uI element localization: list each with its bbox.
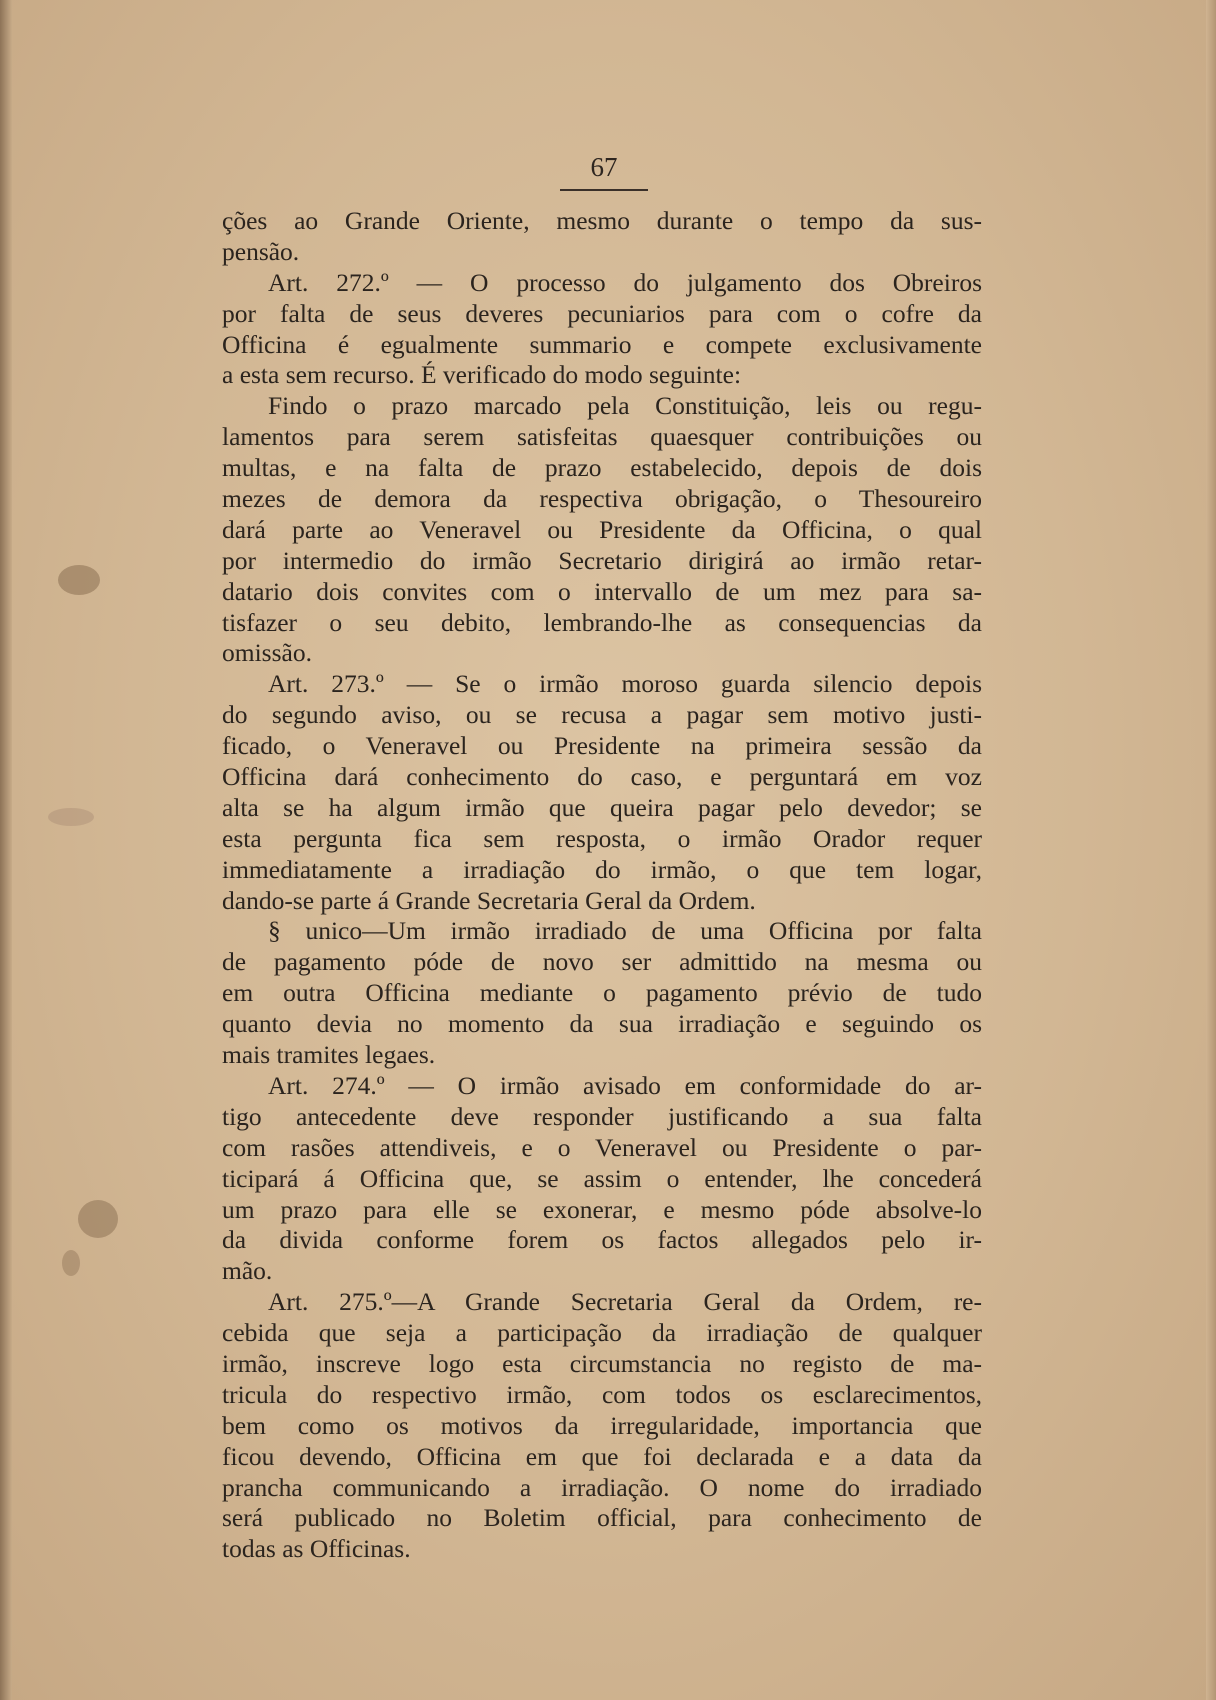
- text-line: datario dois convites com o intervallo de um mez para sa-: [222, 576, 982, 606]
- text-line: dará parte ao Veneravel ou Presidente da Officina, o qual: [222, 514, 982, 544]
- text-line: Officina é egualmente summario e compete exclusivamente: [222, 329, 982, 359]
- text-line: cebida que seja a participação da irradiação de qualquer: [222, 1318, 982, 1348]
- text-line: Art. 274.º — O irmão avisado em conformidade do ar-: [268, 1070, 982, 1100]
- text-line: com rasões attendiveis, e o Veneravel ou Presidente o par-: [222, 1132, 982, 1162]
- text-line: alta se ha algum irmão que queira pagar pelo devedor; se: [222, 792, 982, 822]
- page-left-edge: [0, 0, 12, 1700]
- text-line: Officina dará conhecimento do caso, e perguntará em voz: [222, 762, 982, 792]
- margin-stain: [58, 565, 100, 595]
- text-line: todas as Officinas.: [222, 1534, 411, 1564]
- page-number: 67: [590, 152, 618, 182]
- text-line: dando-se parte á Grande Secretaria Geral da Ordem.: [222, 885, 756, 915]
- text-line: tisfazer o seu debito, lembrando-lhe as consequencias da: [222, 607, 982, 637]
- text-line: § unico—Um irmão irradiado de uma Officina por falta: [268, 916, 982, 946]
- text-line: tigo antecedente deve responder justificando a sua falta: [222, 1101, 982, 1131]
- text-line: a esta sem recurso. É verificado do modo seguinte:: [222, 360, 742, 390]
- text-line: tricula do respectivo irmão, com todos os esclarecimentos,: [222, 1379, 982, 1409]
- text-line: Art. 272.º — O processo do julgamento dos Obreiros: [268, 267, 982, 297]
- text-line: ticipará á Officina que, se assim o entender, lhe concederá: [222, 1163, 982, 1193]
- text-line: prancha communicando a irradiação. O nome do irradiado: [222, 1472, 982, 1502]
- text-line: ficado, o Veneravel ou Presidente na primeira sessão da: [222, 731, 982, 761]
- text-line: ções ao Grande Oriente, mesmo durante o tempo da sus-: [222, 206, 982, 235]
- text-line: do segundo aviso, ou se recusa a pagar sem motivo justi-: [222, 700, 982, 730]
- text-line: por intermedio do irmão Secretario dirigirá ao irmão retar-: [222, 545, 982, 575]
- text-line: Findo o prazo marcado pela Constituição, leis ou regu-: [268, 391, 982, 421]
- text-line: quanto devia no momento da sua irradiação e seguindo os: [222, 1009, 982, 1039]
- text-line: omissão.: [222, 638, 312, 668]
- text-line: multas, e na falta de prazo estabelecido, depois de dois: [222, 453, 982, 483]
- text-line: irmão, inscreve logo esta circumstancia no registo de ma-: [222, 1348, 982, 1378]
- text-line: ficou devendo, Officina em que foi declarada e a data da: [222, 1441, 982, 1471]
- text-line: Art. 273.º — Se o irmão moroso guarda silencio depois: [268, 669, 982, 699]
- text-line: será publicado no Boletim official, para conhecimento de: [222, 1503, 982, 1533]
- margin-stain: [78, 1200, 118, 1238]
- text-line: mezes de demora da respectiva obrigação, o Thesoureiro: [222, 484, 982, 514]
- text-line: de pagamento póde de novo ser admittido na mesma ou: [222, 947, 982, 977]
- margin-stain: [48, 808, 94, 826]
- page-right-edge: [1206, 0, 1216, 1700]
- text-line: em outra Officina mediante o pagamento prévio de tudo: [222, 978, 982, 1008]
- page-header: [560, 154, 648, 191]
- text-line: da divida conforme forem os factos allegados pelo ir-: [222, 1225, 982, 1255]
- text-line: immediatamente a irradiação do irmão, o que tem logar,: [222, 854, 982, 884]
- text-line: um prazo para elle se exonerar, e mesmo póde absolve-lo: [222, 1194, 982, 1224]
- margin-stain: [62, 1250, 80, 1276]
- text-line: bem como os motivos da irregularidade, importancia que: [222, 1410, 982, 1440]
- body-text: [222, 206, 982, 1565]
- header-rule: [560, 189, 648, 191]
- text-line: pensão.: [222, 236, 300, 266]
- text-line: mais tramites legaes.: [222, 1040, 436, 1070]
- text-line: mão.: [222, 1256, 273, 1286]
- text-line: lamentos para serem satisfeitas quaesquer contribuições ou: [222, 422, 982, 452]
- text-line: por falta de seus deveres pecuniarios para com o cofre da: [222, 298, 982, 328]
- text-line: Art. 275.º—A Grande Secretaria Geral da Ordem, re-: [268, 1287, 982, 1317]
- text-line: esta pergunta fica sem resposta, o irmão Orador requer: [222, 823, 982, 853]
